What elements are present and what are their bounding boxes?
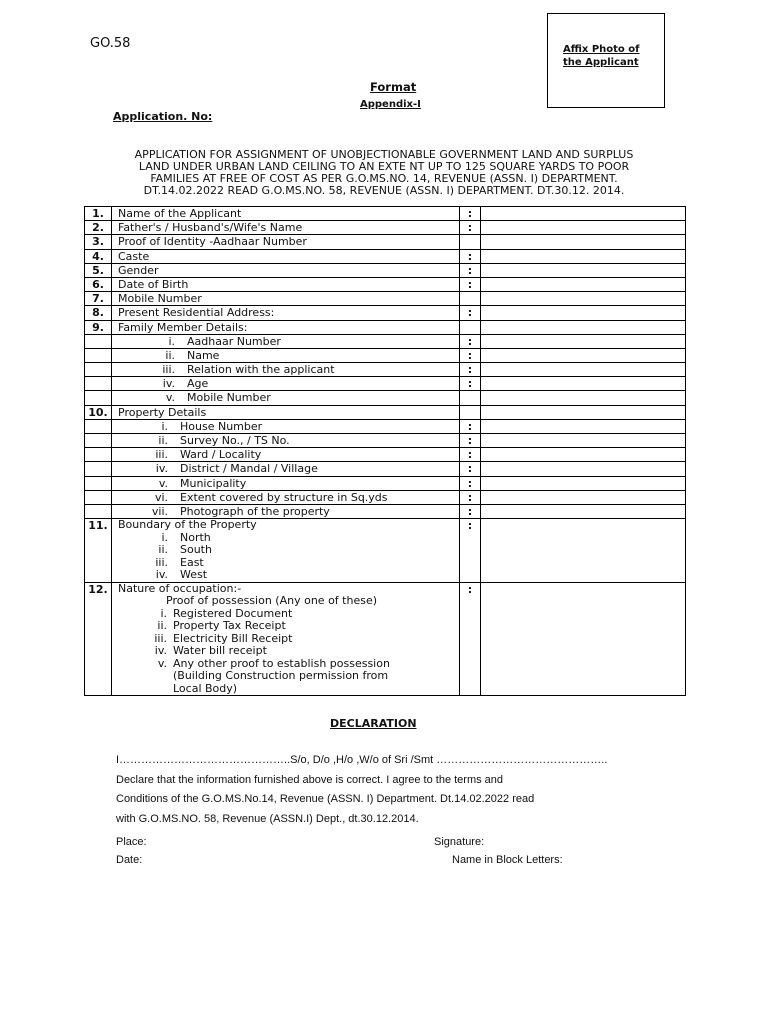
row-label <box>112 448 460 462</box>
row-number: 9. <box>85 320 112 334</box>
row-value-field[interactable] <box>481 306 686 320</box>
table-row <box>85 334 686 348</box>
row-colon <box>460 235 481 249</box>
row-colon: : <box>460 519 481 583</box>
row-label <box>112 462 460 476</box>
table-row <box>85 490 686 504</box>
roman-numeral: v. <box>157 656 167 670</box>
row-number <box>85 419 112 433</box>
roman-numeral: iii. <box>155 555 168 569</box>
row-colon <box>460 391 481 405</box>
row-number: 4. <box>85 249 112 263</box>
boundary-item <box>118 569 459 582</box>
row-number <box>85 504 112 518</box>
row-number: 1. <box>85 207 112 221</box>
roman-numeral: i. <box>168 334 175 348</box>
row-colon: : <box>460 207 481 221</box>
proof-item <box>118 608 459 621</box>
roman-numeral: iii. <box>155 448 168 462</box>
table-row <box>85 448 686 462</box>
row-value-field[interactable] <box>481 334 686 348</box>
row-colon <box>460 405 481 419</box>
roman-numeral: v. <box>165 391 175 405</box>
row-label: Father's / Husband's/Wife's Name <box>112 221 460 235</box>
row-colon: : <box>460 221 481 235</box>
roman-numeral: iv. <box>155 568 168 582</box>
table-row <box>85 249 686 263</box>
sub-item-label: Relation with the applicant <box>187 363 335 377</box>
row-label: Mobile Number <box>112 292 460 306</box>
table-row <box>85 221 686 235</box>
name-block-label: Name in Block Letters: <box>452 854 563 866</box>
boundary-direction: North <box>180 530 211 544</box>
row-label <box>112 504 460 518</box>
row-number <box>85 476 112 490</box>
row-label <box>112 334 460 348</box>
row-colon: : <box>460 363 481 377</box>
row-number <box>85 434 112 448</box>
table-row <box>85 405 686 419</box>
row-value-field[interactable] <box>481 462 686 476</box>
row-label <box>112 582 460 696</box>
row-label <box>112 434 460 448</box>
occupation-sub-label: Proof of possession (Any one of these) <box>166 594 378 608</box>
table-row <box>85 277 686 291</box>
table-row <box>85 504 686 518</box>
row-colon: : <box>460 348 481 362</box>
row-value-field[interactable] <box>481 391 686 405</box>
table-row <box>85 462 686 476</box>
row-label: Proof of Identity -Aadhaar Number <box>112 235 460 249</box>
row-colon: : <box>460 490 481 504</box>
row-value-field[interactable] <box>481 348 686 362</box>
declaration-body <box>116 751 653 829</box>
row-label <box>112 519 460 583</box>
proof-label: Registered Document <box>173 606 293 620</box>
row-colon: : <box>460 504 481 518</box>
row-colon: : <box>460 462 481 476</box>
appendix-heading: Appendix-I <box>360 99 421 110</box>
proof-label: Any other proof to establish possession <box>173 656 390 670</box>
declaration-line: Declare that the information furnished above is correct. I agree to the terms and <box>116 773 504 786</box>
boundary-direction: East <box>180 555 204 569</box>
row-colon: : <box>460 448 481 462</box>
row-number <box>85 363 112 377</box>
row-value-field[interactable] <box>481 207 686 221</box>
table-row <box>85 292 686 306</box>
boundary-label: Boundary of the Property <box>118 518 257 532</box>
row-label <box>112 348 460 362</box>
row-colon <box>460 292 481 306</box>
row-label <box>112 377 460 391</box>
sub-item-label: House Number <box>180 419 263 433</box>
application-title <box>84 149 684 197</box>
row-number: 11. <box>85 519 112 583</box>
title-line: LAND UNDER URBAN LAND CEILING TO AN EXTE NT UP TO 125 SQUARE YARDS TO POOR <box>138 160 630 173</box>
sub-item-label: Name <box>187 348 220 362</box>
row-label <box>112 363 460 377</box>
row-colon <box>460 320 481 334</box>
table-row <box>85 519 686 583</box>
row-label: Date of Birth <box>112 277 460 291</box>
row-number: 8. <box>85 306 112 320</box>
row-colon: : <box>460 334 481 348</box>
photo-label-line2: the Applicant <box>563 57 639 68</box>
roman-numeral: i. <box>161 419 168 433</box>
row-colon: : <box>460 263 481 277</box>
row-value-field[interactable] <box>481 263 686 277</box>
row-value-field[interactable] <box>481 490 686 504</box>
table-row <box>85 419 686 433</box>
row-label: Caste <box>112 249 460 263</box>
photo-label <box>563 43 640 69</box>
roman-numeral: ii. <box>157 619 167 633</box>
table-row <box>85 476 686 490</box>
proof-item <box>118 633 459 646</box>
row-label <box>112 391 460 405</box>
row-colon: : <box>460 249 481 263</box>
title-line: FAMILIES AT FREE OF COST AS PER G.O.MS.NO. 14, REVENUE (ASSN. I) DEPARTMENT. <box>150 172 618 185</box>
boundary-item <box>118 557 459 570</box>
row-value-field[interactable] <box>481 448 686 462</box>
row-value-field[interactable] <box>481 582 686 696</box>
row-number <box>85 462 112 476</box>
row-value-field[interactable] <box>481 377 686 391</box>
row-value-field[interactable] <box>481 434 686 448</box>
roman-numeral: iv. <box>154 644 167 658</box>
row-value-field[interactable] <box>481 235 686 249</box>
title-line: DT.14.02.2022 READ G.O.MS.NO. 58, REVENUE (ASSN. I) DEPARTMENT. DT.30.12. 2014. <box>143 184 625 197</box>
photo-label-line1: Affix Photo of <box>563 44 640 55</box>
row-value-field[interactable] <box>481 277 686 291</box>
table-row <box>85 320 686 334</box>
row-label <box>112 490 460 504</box>
roman-numeral: iii. <box>162 363 175 377</box>
proof-continuation: (Building Construction permission from <box>173 669 389 683</box>
declaration-line: with G.O.MS.NO. 58, Revenue (ASSN.I) Dept., dt.30.12.2014. <box>116 812 419 825</box>
row-number <box>85 334 112 348</box>
boundary-direction: West <box>180 568 208 582</box>
table-row <box>85 363 686 377</box>
proof-label: Property Tax Receipt <box>173 619 286 633</box>
sub-item-label: District / Mandal / Village <box>180 462 318 476</box>
row-number: 10. <box>85 405 112 419</box>
row-value-field[interactable] <box>481 221 686 235</box>
table-row <box>85 348 686 362</box>
row-value-field[interactable] <box>481 519 686 583</box>
row-number: 12. <box>85 582 112 696</box>
proof-continuation: Local Body) <box>173 681 238 695</box>
roman-numeral: v. <box>158 476 168 490</box>
roman-numeral: ii. <box>165 348 175 362</box>
table-row <box>85 377 686 391</box>
table-row <box>85 434 686 448</box>
application-form-table <box>84 206 686 696</box>
sub-item-label: Municipality <box>180 476 247 490</box>
photo-box <box>547 13 665 108</box>
roman-numeral: iv. <box>162 377 175 391</box>
row-number: 5. <box>85 263 112 277</box>
row-colon: : <box>460 306 481 320</box>
table-row <box>85 263 686 277</box>
roman-numeral: vi. <box>154 490 168 504</box>
table-row <box>85 235 686 249</box>
row-colon: : <box>460 277 481 291</box>
occupation-label: Nature of occupation:- <box>118 581 242 595</box>
proof-label: Water bill receipt <box>173 644 267 658</box>
signature-label: Signature: <box>434 836 485 848</box>
row-number: 2. <box>85 221 112 235</box>
row-label: Gender <box>112 263 460 277</box>
row-number <box>85 391 112 405</box>
table-row <box>85 207 686 221</box>
sub-item-label: Ward / Locality <box>180 448 262 462</box>
row-colon: : <box>460 434 481 448</box>
row-label: Present Residential Address: <box>112 306 460 320</box>
roman-numeral: vii. <box>151 504 168 518</box>
row-value-field[interactable] <box>481 476 686 490</box>
table-row <box>85 306 686 320</box>
table-row <box>85 391 686 405</box>
roman-numeral: iii. <box>154 631 167 645</box>
boundary-item <box>118 544 459 557</box>
place-label: Place: <box>116 836 147 848</box>
row-label <box>112 476 460 490</box>
sub-item-label: Aadhaar Number <box>187 334 281 348</box>
row-number <box>85 490 112 504</box>
row-value-field[interactable] <box>481 249 686 263</box>
row-value-field[interactable] <box>481 363 686 377</box>
row-number <box>85 348 112 362</box>
row-colon: : <box>460 476 481 490</box>
sub-item-label: Mobile Number <box>187 391 271 405</box>
row-number <box>85 377 112 391</box>
row-number: 3. <box>85 235 112 249</box>
row-label: Family Member Details: <box>112 320 460 334</box>
declaration-line: Conditions of the G.O.MS.No.14, Revenue (ASSN. I) Department. Dt.14.02.2022 read <box>116 793 535 805</box>
sub-item-label: Age <box>187 377 209 391</box>
row-colon: : <box>460 582 481 696</box>
proof-label: Electricity Bill Receipt <box>173 631 293 645</box>
table-row <box>85 582 686 696</box>
row-colon: : <box>460 419 481 433</box>
roman-numeral: iv. <box>155 462 168 476</box>
format-heading: Format <box>370 80 417 94</box>
row-label: Name of the Applicant <box>112 207 460 221</box>
row-value-field[interactable] <box>481 419 686 433</box>
date-label: Date: <box>116 854 143 866</box>
row-label <box>112 419 460 433</box>
boundary-item <box>118 532 459 545</box>
boundary-direction: South <box>180 543 212 557</box>
roman-numeral: ii. <box>158 434 168 447</box>
row-value-field[interactable] <box>481 320 686 334</box>
title-line: APPLICATION FOR ASSIGNMENT OF UNOBJECTIONABLE GOVERNMENT LAND AND SURPLUS <box>134 148 634 161</box>
sub-item-label: Survey No., / TS No. <box>180 434 290 447</box>
sub-item-label: Extent covered by structure in Sq.yds <box>180 490 388 504</box>
roman-numeral: i. <box>160 606 167 620</box>
row-value-field[interactable] <box>481 504 686 518</box>
application-number-label: Application. No: <box>113 110 213 123</box>
declaration-heading: DECLARATION <box>330 717 417 730</box>
row-colon: : <box>460 377 481 391</box>
row-label: Property Details <box>112 405 460 419</box>
row-number <box>85 448 112 462</box>
roman-numeral: i. <box>161 530 168 544</box>
row-value-field[interactable] <box>481 405 686 419</box>
row-number: 6. <box>85 277 112 291</box>
sub-item-label: Photograph of the property <box>180 504 330 518</box>
roman-numeral: ii. <box>158 543 168 557</box>
row-number: 7. <box>85 292 112 306</box>
declaration-line: I………………………………………..S/o, D/o ,H/o ,W/o of Sri /Smt ……………………………………….. <box>116 754 608 766</box>
row-value-field[interactable] <box>481 292 686 306</box>
go-number: GO.58 <box>90 36 131 51</box>
